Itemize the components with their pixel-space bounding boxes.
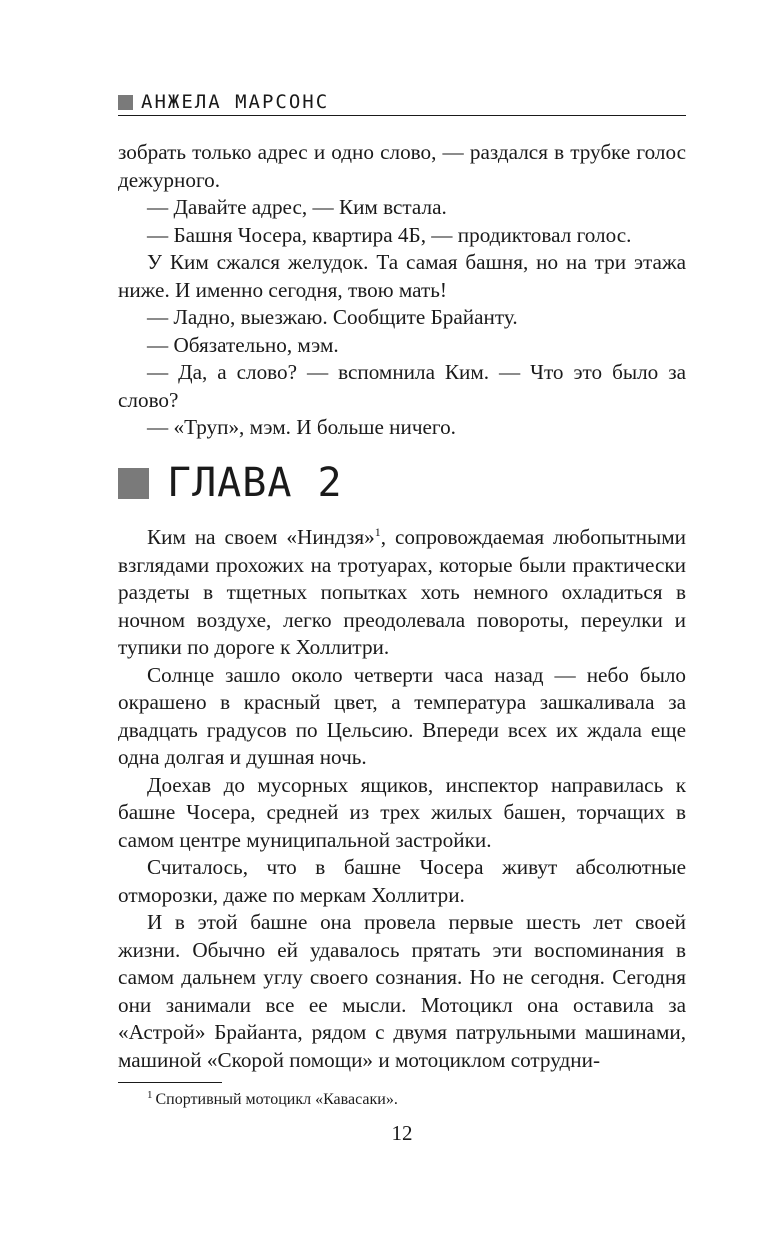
chapter-title: ГЛАВА 2 [167, 460, 343, 506]
footnote-number: 1 [147, 1088, 153, 1101]
paragraph: — Да, а слово? — вспомнила Ким. — Что это было за слово? [118, 360, 686, 412]
paragraph: Доехав до мусорных ящиков, инспектор направилась к башне Чосера, средней из трех жилых башен, торчащих в самом центре муниципальной застройки. [118, 772, 686, 852]
paragraph: — «Труп», мэм. И больше ничего. [147, 415, 456, 439]
paragraph-text: , сопровождаемая любопытными взглядами прохожих на тротуарах, которые были практически раздеты в тщетных попытках хоть немного охладиться в ночном воздухе, легко преодолевала повороты, переулки и тупики по дороге к Холлитри. [118, 525, 686, 659]
chapter-heading [118, 462, 343, 504]
paragraph [118, 524, 686, 662]
footnote-reference: 1 [374, 524, 381, 539]
paragraph: — Башня Чосера, квартира 4Б, — продиктовал голос. [147, 222, 632, 247]
paragraph: У Ким сжался желудок. Та самая башня, но на три этажа ниже. И именно сегодня, твою мать! [118, 250, 686, 302]
footnote [147, 1090, 398, 1110]
author-name: АНЖЕЛА МАРСОНС [141, 91, 330, 113]
chapter-square-icon [118, 468, 149, 499]
paragraph: — Обязательно, мэм. [147, 332, 339, 357]
paragraph: — Давайте адрес, — Ким встала. [147, 195, 447, 219]
paragraph: — Ладно, выезжаю. Сообщите Брайанту. [147, 305, 518, 329]
page-number: 12 [391, 1121, 413, 1145]
footnote-text: Спортивный мотоцикл «Кавасаки». [155, 1091, 398, 1108]
paragraph: Считалось, что в башне Чосера живут абсолютные отморозки, даже по меркам Холлитри. [118, 855, 686, 907]
paragraph-text: Ким на своем «Ниндзя» [147, 525, 375, 549]
opening-text [118, 139, 686, 442]
paragraph: И в этой башне она провела первые шесть лет своей жизни. Обычно ей удавалось прятать эти воспоминания в самом дальнем углу своего сознания. Но не сегодня. Сегодня они занимали все ее мысли. Мотоцикл она оставила за «Астрой» Брайанта, рядом с двумя патрульными машинами, машиной «Скорой помощи» и мотоциклом сотрудни- [118, 910, 686, 1072]
paragraph: Солнце зашло около четверти часа назад — небо было окрашено в красный цвет, а температура зашкаливала за двадцать градусов по Цельсию. Впереди всех их ждала еще одна долгая и душная ночь. [118, 662, 686, 769]
paragraph: зобрать только адрес и одно слово, — раздался в трубке голос дежурного. [118, 140, 686, 192]
running-header [118, 91, 686, 116]
footnote-divider [118, 1082, 222, 1083]
chapter-text [118, 524, 686, 1074]
header-square-icon [118, 95, 133, 110]
